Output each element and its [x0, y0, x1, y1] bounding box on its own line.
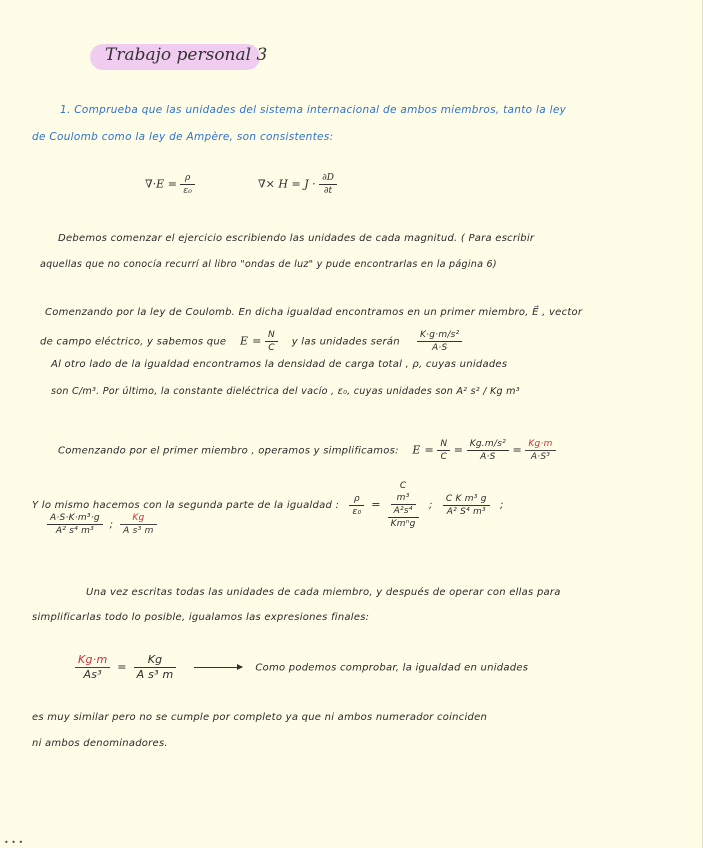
p4-c-num — [388, 480, 419, 518]
question-line-1: 1. Comprueba que las unidades del sistema internacional de ambos miembros, tanto la ley — [60, 104, 567, 116]
p4-f3-den: A² S⁴ m³ — [446, 506, 486, 517]
p4-f4-num: A·S·K·m³·g — [47, 512, 103, 525]
p3-f2-den: A·S — [480, 452, 496, 462]
p4-c-sub-num: m³ — [391, 492, 416, 505]
page-indicator-dots: • • • — [4, 838, 24, 847]
p4-c-bottom: Kmⁿg — [390, 519, 416, 529]
p4-f1-num: ρ — [349, 493, 364, 506]
paragraph-4-text: Y lo mismo hacemos con la segunda parte de la igualdad : — [32, 500, 340, 511]
paragraph-4-continued: $\frac{\text{A·S·K·m³·g}}{\text{A² s⁴ m³}}$ ; $\frac{Kg}{\text{A s³ m}}$ — [47, 512, 157, 537]
p4-fraction-5 — [120, 512, 156, 537]
p4-c-inner-fraction — [391, 492, 416, 517]
p4-c-num-text: C — [399, 481, 407, 491]
e-def-num: N — [265, 329, 278, 342]
p3-f3-den: A·S³ — [530, 452, 551, 462]
e-definition: E = — [240, 334, 262, 348]
gauss-law-equation — [145, 172, 195, 197]
final-lhs-den: As³ — [83, 668, 102, 681]
p4-fraction-1 — [349, 493, 364, 518]
p3-fraction-1 — [437, 438, 450, 463]
conclusion-line-1: es muy similar pero no se cumple por completo ya que ni ambos numerador coinciden — [32, 712, 488, 723]
gauss-lhs: ∇·E = — [145, 177, 177, 191]
p4-f3-num: C K m³ g — [443, 493, 490, 506]
page-title: Trabajo personal 3 — [105, 45, 268, 65]
paragraph-3: Comenzando por el primer miembro , operamos y simplificamos: E = $\frac{N}{C}$ = $\frac{\text{Kg.m/s²}}{A\cdot S}$ = $\frac{Kg\cdot m}{\text{A·S³}}$ — [58, 438, 556, 463]
conclusion-line-2: ni ambos denominadores. — [32, 738, 168, 749]
final-rhs-fraction — [134, 653, 177, 682]
paragraph-2-line-3: Al otro lado de la igualdad encontramos la densidad de carga total , ρ, cuyas unidades — [51, 359, 508, 370]
ampere-num: ∂D — [319, 172, 337, 185]
e-units-den: A·S — [431, 343, 448, 353]
question-line-2: de Coulomb como la ley de Ampère, son consistentes: — [32, 131, 334, 143]
p3-e-lhs: E = — [412, 443, 434, 457]
paragraph-2-line-2 — [40, 329, 462, 354]
gauss-num: ρ — [180, 172, 194, 185]
p4-compound-fraction — [388, 480, 419, 530]
p4-f5-num: Kg — [120, 512, 156, 525]
final-lhs-fraction — [75, 653, 110, 682]
final-rhs-den: A s³ m — [136, 668, 174, 681]
ampere-law-equation — [258, 172, 337, 197]
p4-f4-den: A² s⁴ m³ — [55, 526, 94, 536]
paragraph-5-line-2: simplificarlas todo lo posible, igualamos las expresiones finales: — [32, 612, 370, 623]
gauss-fraction — [180, 172, 194, 197]
ampere-lhs: ∇× H = J · — [258, 177, 316, 191]
p3-f3-num: Kg·m — [525, 438, 555, 451]
paragraph-1-line-2: aquellas que no conocía recurrí al libro "ondas de luz" y pude encontrarlas en la página 6) — [40, 259, 497, 270]
e-units-num: K·g·m/s² — [417, 329, 462, 342]
p3-f1-num: N — [437, 438, 450, 451]
final-rhs-num: Kg — [134, 653, 177, 668]
paragraph-3-text: Comenzando por el primer miembro , operamos y simplificamos: — [58, 445, 399, 457]
arrow-right-icon — [194, 667, 242, 668]
paragraph-5-line-1: Una vez escritas todas las unidades de cada miembro, y después de operar con ellas para — [86, 587, 561, 598]
p3-f1-den: C — [440, 452, 448, 462]
p4-fraction-3 — [443, 493, 490, 518]
p4-f5-den: A s³ m — [123, 526, 154, 536]
p3-fraction-3 — [525, 438, 555, 463]
paragraph-1-line-1: Debemos comenzar el ejercicio escribiendo las unidades de cada magnitud. ( Para escribir — [58, 233, 535, 244]
gauss-den: ε₀ — [183, 186, 192, 196]
ampere-fraction — [319, 172, 337, 197]
paragraph-2-line-1: Comenzando por la ley de Coulomb. En dicha igualdad encontramos en un primer miembro, E⃗ , vector — [45, 307, 583, 318]
e-def-den: C — [268, 343, 275, 353]
paragraph-4: Y lo mismo hacemos con la segunda parte de la igualdad : $\frac{\rho}{\text{ε₀}}$ = C m³ A²s⁴ Kmⁿg ; $\frac{\text{C K m³ g}}{\text{A² S⁴ m³}}$ ; — [32, 481, 504, 529]
p4-f1-den: ε₀ — [352, 506, 362, 517]
e-definition-fraction — [265, 329, 278, 354]
e-units-fraction — [417, 329, 462, 354]
p3-f2-num: Kg.m/s² — [467, 438, 509, 451]
p4-c-sub-den: A²s⁴ — [393, 506, 413, 516]
paragraph-2-line-2b: y las unidades serán — [291, 336, 400, 348]
final-equation — [75, 653, 528, 682]
paragraph-2-line-2a: de campo eléctrico, y sabemos que — [40, 336, 227, 348]
p4-fraction-4 — [47, 512, 103, 537]
final-comment: Como podemos comprobar, la igualdad en unidades — [255, 662, 529, 674]
final-lhs-num: Kg·m — [75, 653, 110, 668]
paragraph-2-line-4: son C/m³. Por último, la constante dieléctrica del vacío , ε₀, cuyas unidades son A² s² / Kg m³ — [51, 386, 520, 397]
p3-fraction-2 — [467, 438, 509, 463]
final-equals: = — [117, 660, 127, 674]
ampere-den: ∂t — [323, 186, 333, 196]
